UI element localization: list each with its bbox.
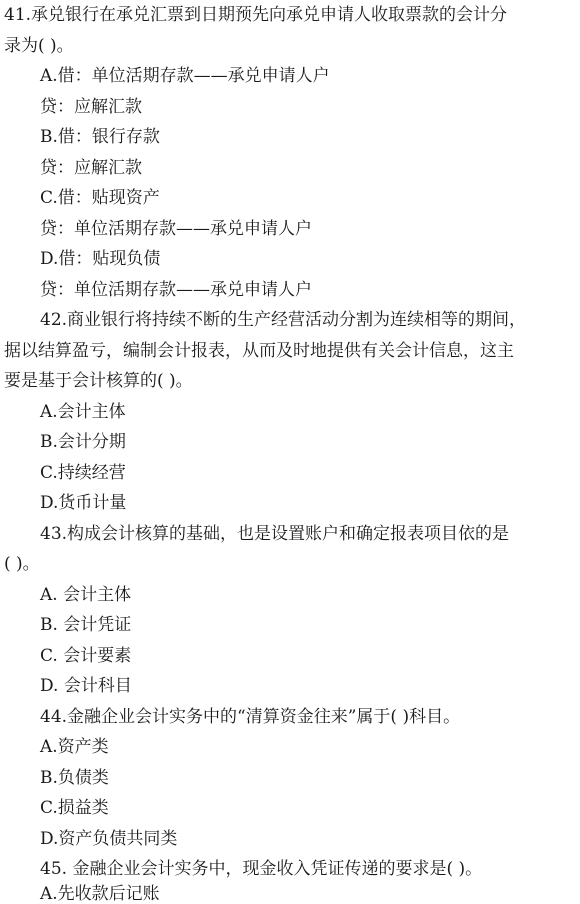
q44-stem: 44.金融企业会计实务中的“清算资金往来”属于( )科目。 — [40, 707, 461, 727]
q43-stem-line1: 43.构成会计核算的基础，也是设置账户和确定报表项目依的是 — [40, 524, 510, 544]
q41-option-a-credit: 贷：应解汇款 — [40, 97, 142, 117]
q41-option-b-credit: 贷：应解汇款 — [40, 158, 142, 178]
q41-option-d-debit: D.借：贴现负债 — [40, 249, 161, 269]
q44-option-b: B.负债类 — [40, 768, 109, 788]
q44-option-d: D.资产负债共同类 — [40, 829, 178, 849]
q43-stem-line2: ( )。 — [4, 554, 40, 574]
q42-stem-line3: 要是基于会计核算的( )。 — [4, 371, 193, 391]
q44-option-a: A.资产类 — [40, 737, 109, 757]
q42-stem-line1: 42.商业银行将持续不断的生产经营活动分割为连续相等的期间， — [40, 310, 527, 330]
q43-option-b: B. 会计凭证 — [40, 615, 132, 635]
q42-option-b: B.会计分期 — [40, 432, 126, 452]
q41-stem-line1: 41.承兑银行在承兑汇票到日期预先向承兑申请人收取票款的会计分 — [4, 5, 508, 25]
q41-option-d-credit: 贷：单位活期存款——承兑申请人户 — [40, 280, 312, 300]
q42-option-d: D.货币计量 — [40, 493, 127, 513]
q41-option-c-credit: 贷：单位活期存款——承兑申请人户 — [40, 219, 312, 239]
q43-option-d: D. 会计科目 — [40, 676, 132, 696]
q43-option-a: A. 会计主体 — [40, 585, 132, 605]
q45-option-a: A.先收款后记账 — [40, 884, 160, 904]
q42-stem-line2: 据以结算盈亏，编制会计报表，从而及时地提供有关会计信息，这主 — [4, 341, 514, 361]
q42-option-a: A.会计主体 — [40, 402, 126, 422]
q41-option-b-debit: B.借：银行存款 — [40, 127, 160, 147]
q41-stem-line2: 录为( )。 — [4, 36, 74, 56]
q43-option-c: C. 会计要素 — [40, 646, 132, 666]
q45-stem: 45. 金融企业会计实务中，现金收入凭证传递的要求是( )。 — [40, 859, 483, 879]
q41-option-c-debit: C.借：贴现资产 — [40, 188, 160, 208]
q41-option-a-debit: A.借：单位活期存款——承兑申请人户 — [40, 66, 330, 86]
q42-option-c: C.持续经营 — [40, 463, 126, 483]
q44-option-c: C.损益类 — [40, 798, 109, 818]
